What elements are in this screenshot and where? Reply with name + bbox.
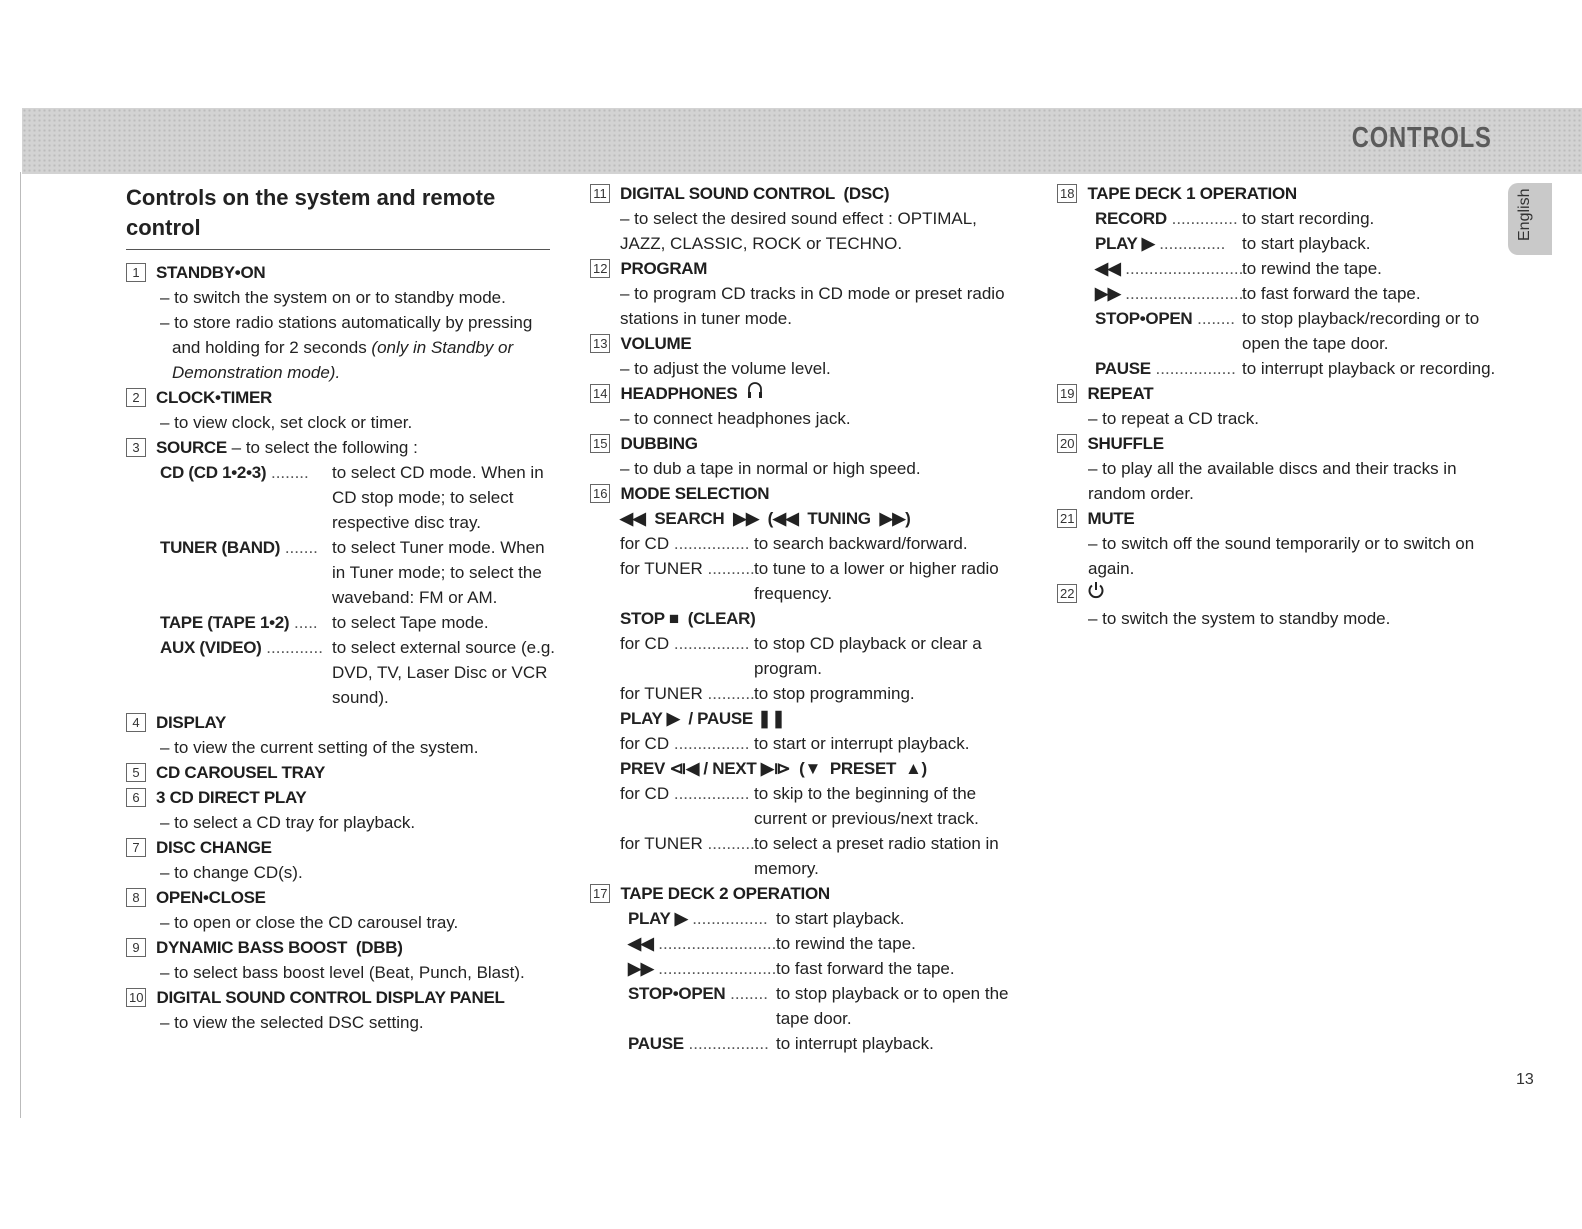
item-number: 4	[126, 713, 146, 732]
item-number: 22	[1057, 584, 1077, 603]
item-number: 6	[126, 788, 146, 807]
option-value: to search backward/forward.	[754, 534, 968, 553]
option-key: TUNER (BAND)	[160, 538, 281, 557]
sub-option	[620, 781, 1020, 831]
sub-option	[160, 610, 560, 635]
option-key: TAPE (TAPE 1•2)	[160, 613, 290, 632]
option-key: for TUNER	[620, 559, 703, 578]
control-item-22	[1057, 581, 1497, 631]
option-value: to stop playback/recording or to open the tape door.	[1242, 309, 1480, 353]
headphones-icon	[747, 381, 763, 406]
control-item-7	[126, 835, 560, 885]
item-title: CLOCK•TIMER	[156, 388, 272, 407]
option-value: to tune to a lower or higher radio frequency.	[754, 559, 999, 603]
item-number: 12	[590, 259, 610, 278]
sub-option	[1095, 231, 1497, 256]
option-key: for CD	[620, 634, 670, 653]
control-item-9	[126, 935, 560, 985]
control-item-21	[1057, 506, 1497, 581]
option-key: PAUSE	[628, 1034, 684, 1053]
leader-dots: ..............	[1166, 209, 1238, 228]
column-right	[1057, 181, 1497, 631]
item-number: 20	[1057, 434, 1077, 453]
leader-dots: .................	[1150, 359, 1236, 378]
sub-option	[628, 1031, 1020, 1056]
item-title: TAPE DECK 2 OPERATION	[620, 884, 830, 903]
item-title: DISC CHANGE	[156, 838, 272, 857]
language-tab	[1508, 183, 1552, 255]
option-value: to start recording.	[1242, 209, 1375, 228]
leader-dots: ................	[669, 634, 750, 653]
item-number: 16	[590, 484, 610, 503]
item-title: VOLUME	[620, 334, 692, 353]
item-title: MUTE	[1087, 509, 1135, 528]
option-key: STOP•OPEN	[1095, 309, 1193, 328]
leader-dots: ............	[261, 638, 323, 657]
item-description: – to select the following :	[226, 438, 418, 457]
item-description: – to select bass boost level (Beat, Punch, Blast).	[160, 963, 525, 982]
function-heading: PREV ⧏◀ / NEXT ▶⧐ (▼ PRESET ▲)	[620, 759, 927, 778]
option-key: ◀◀	[1095, 259, 1121, 278]
option-key: for TUNER	[620, 684, 703, 703]
item-title: DISPLAY	[156, 713, 227, 732]
option-key: AUX (VIDEO)	[160, 638, 262, 657]
option-value: to start or interrupt playback.	[754, 734, 970, 753]
item-title: DYNAMIC BASS BOOST (DBB)	[156, 938, 403, 957]
item-number: 21	[1057, 509, 1077, 528]
control-item-4	[126, 710, 560, 760]
option-value: to stop CD playback or clear a program.	[754, 634, 982, 678]
option-value: to rewind the tape.	[1242, 259, 1382, 278]
sub-option	[620, 681, 1020, 706]
item-number: 2	[126, 388, 146, 407]
sub-option	[1095, 206, 1497, 231]
leader-dots: .........................	[653, 934, 777, 953]
leader-dots: ..........	[702, 559, 755, 578]
control-item-3	[126, 435, 560, 710]
item-title: CD CAROUSEL TRAY	[156, 763, 326, 782]
control-item-2	[126, 385, 560, 435]
option-key: ▶▶	[628, 959, 654, 978]
item-description: – to open or close the CD carousel tray.	[160, 913, 459, 932]
section-title: CONTROLS	[1352, 122, 1492, 154]
item-description: – to dub a tape in normal or high speed.	[620, 459, 921, 478]
sub-option	[628, 931, 1020, 956]
option-value: to skip to the beginning of the current or previous/next track.	[754, 784, 979, 828]
item-number: 19	[1057, 384, 1077, 403]
item-description: – to switch the system on or to standby mode.	[160, 288, 506, 307]
item-title: DIGITAL SOUND CONTROL DISPLAY PANEL	[156, 988, 505, 1007]
option-key: PLAY ▶	[628, 909, 688, 928]
control-item-5	[126, 760, 560, 785]
item-number: 1	[126, 263, 146, 282]
sub-option	[620, 731, 1020, 756]
sub-option	[628, 956, 1020, 981]
option-value: to fast forward the tape.	[776, 959, 955, 978]
option-value: to select Tuner mode. When in Tuner mode; to select the waveband: FM or AM.	[332, 538, 545, 607]
item-description: – to program CD tracks in CD mode or preset radio stations in tuner mode.	[620, 284, 1005, 328]
item-description: – to switch the system to standby mode.	[1088, 609, 1391, 628]
leader-dots: ................	[669, 784, 750, 803]
control-item-12	[590, 256, 1020, 331]
language-label: English	[1516, 188, 1533, 241]
option-value: to fast forward the tape.	[1242, 284, 1421, 303]
item-description: – to adjust the volume level.	[620, 359, 831, 378]
function-heading: ◀◀ SEARCH ▶▶ (◀◀ TUNING ▶▶)	[620, 509, 911, 528]
item-description: – to connect headphones jack.	[620, 409, 851, 428]
sub-option	[160, 635, 560, 710]
item-title: PROGRAM	[620, 259, 708, 278]
control-item-10	[126, 985, 560, 1035]
leader-dots: .........................	[653, 959, 777, 978]
option-key: RECORD	[1095, 209, 1167, 228]
power-icon	[1087, 581, 1105, 606]
item-number: 5	[126, 763, 146, 782]
left-margin-rule	[20, 172, 21, 1118]
leader-dots: .....	[289, 613, 318, 632]
sub-option	[628, 981, 1020, 1031]
control-item-1	[126, 260, 560, 385]
option-value: to interrupt playback.	[776, 1034, 934, 1053]
option-key: PAUSE	[1095, 359, 1151, 378]
column-left	[126, 183, 560, 1035]
sub-option	[620, 631, 1020, 681]
item-title: MODE SELECTION	[620, 484, 770, 503]
header-banner	[22, 108, 1582, 174]
option-value: to select external source (e.g. DVD, TV, Laser Disc or VCR sound).	[332, 638, 556, 707]
item-title: HEADPHONES	[620, 384, 738, 403]
item-title: STANDBY•ON	[156, 263, 266, 282]
item-title: SHUFFLE	[1087, 434, 1164, 453]
control-item-16	[590, 481, 1020, 881]
leader-dots: .........................	[1120, 284, 1244, 303]
item-title: REPEAT	[1087, 384, 1154, 403]
item-number: 11	[590, 184, 610, 203]
item-number: 3	[126, 438, 146, 457]
item-title: TAPE DECK 1 OPERATION	[1087, 184, 1297, 203]
leader-dots: ..............	[1154, 234, 1226, 253]
item-description: – to view the current setting of the system.	[160, 738, 479, 757]
item-number: 7	[126, 838, 146, 857]
control-item-13	[590, 331, 1020, 381]
sub-option	[620, 531, 1020, 556]
function-heading: STOP ■ (CLEAR)	[620, 609, 756, 628]
item-title: SOURCE	[156, 438, 227, 457]
control-item-15	[590, 431, 1020, 481]
sub-option	[1095, 356, 1497, 381]
leader-dots: ..........	[702, 834, 755, 853]
item-number: 9	[126, 938, 146, 957]
item-number: 17	[590, 884, 610, 903]
option-value: to select Tape mode.	[332, 613, 489, 632]
option-value: to start playback.	[1242, 234, 1371, 253]
sub-option	[160, 535, 560, 610]
item-number: 14	[590, 384, 610, 403]
control-item-14	[590, 381, 1020, 431]
page-heading: Controls on the system and remote control	[126, 183, 550, 250]
leader-dots: ..........	[702, 684, 755, 703]
option-key: for CD	[620, 784, 670, 803]
item-description: – to switch off the sound temporarily or to switch on again.	[1088, 534, 1475, 578]
control-item-19	[1057, 381, 1497, 431]
item-title: DUBBING	[620, 434, 698, 453]
option-key: ◀◀	[628, 934, 654, 953]
item-number: 15	[590, 434, 610, 453]
function-heading: PLAY ▶ / PAUSE ❚❚	[620, 709, 786, 728]
item-note: (only in Standby or Demonstration mode).	[172, 338, 514, 382]
item-description: – to repeat a CD track.	[1088, 409, 1260, 428]
item-description: – to change CD(s).	[160, 863, 303, 882]
column-middle	[590, 181, 1020, 1056]
sub-option	[1095, 306, 1497, 356]
item-number: 8	[126, 888, 146, 907]
leader-dots: ........	[725, 984, 768, 1003]
option-value: to select a preset radio station in memory.	[754, 834, 999, 878]
item-description: – to select a CD tray for playback.	[160, 813, 416, 832]
control-item-18	[1057, 181, 1497, 381]
page-number: 13	[1516, 1071, 1534, 1088]
item-description: – to view the selected DSC setting.	[160, 1013, 424, 1032]
item-title: 3 CD DIRECT PLAY	[156, 788, 307, 807]
item-description: – to view clock, set clock or timer.	[160, 413, 413, 432]
control-item-17	[590, 881, 1020, 1056]
control-item-11	[590, 181, 1020, 256]
item-number: 10	[126, 988, 146, 1007]
option-value: to stop playback or to open the tape door.	[776, 984, 1009, 1028]
item-description: – to select the desired sound effect : OPTIMAL, JAZZ, CLASSIC, ROCK or TECHNO.	[620, 209, 977, 253]
sub-option	[1095, 256, 1497, 281]
leader-dots: ................	[669, 534, 750, 553]
leader-dots: ................	[669, 734, 750, 753]
option-key: STOP•OPEN	[628, 984, 726, 1003]
option-value: to rewind the tape.	[776, 934, 916, 953]
sub-option	[628, 906, 1020, 931]
sub-option	[160, 460, 560, 535]
option-key: for CD	[620, 534, 670, 553]
leader-dots: ........	[1192, 309, 1235, 328]
sub-option	[620, 556, 1020, 606]
item-number: 18	[1057, 184, 1077, 203]
leader-dots: ................	[687, 909, 768, 928]
option-key: PLAY ▶	[1095, 234, 1155, 253]
control-item-20	[1057, 431, 1497, 506]
option-value: to select CD mode. When in CD stop mode; to select respective disc tray.	[332, 463, 544, 532]
option-key: for TUNER	[620, 834, 703, 853]
option-value: to stop programming.	[754, 684, 915, 703]
leader-dots: .......	[280, 538, 318, 557]
item-description: – to store radio stations automatically by pressing and holding for 2 seconds	[160, 313, 533, 357]
leader-dots: ........	[266, 463, 309, 482]
item-title: OPEN•CLOSE	[156, 888, 266, 907]
leader-dots: .................	[683, 1034, 769, 1053]
option-value: to start playback.	[776, 909, 905, 928]
item-description: – to play all the available discs and their tracks in random order.	[1088, 459, 1457, 503]
item-number: 13	[590, 334, 610, 353]
sub-option	[1095, 281, 1497, 306]
sub-option	[620, 831, 1020, 881]
control-item-8	[126, 885, 560, 935]
option-key: for CD	[620, 734, 670, 753]
control-item-6	[126, 785, 560, 835]
option-value: to interrupt playback or recording.	[1242, 359, 1496, 378]
option-key: ▶▶	[1095, 284, 1121, 303]
item-title: DIGITAL SOUND CONTROL (DSC)	[620, 184, 890, 203]
option-key: CD (CD 1•2•3)	[160, 463, 267, 482]
leader-dots: .........................	[1120, 259, 1244, 278]
